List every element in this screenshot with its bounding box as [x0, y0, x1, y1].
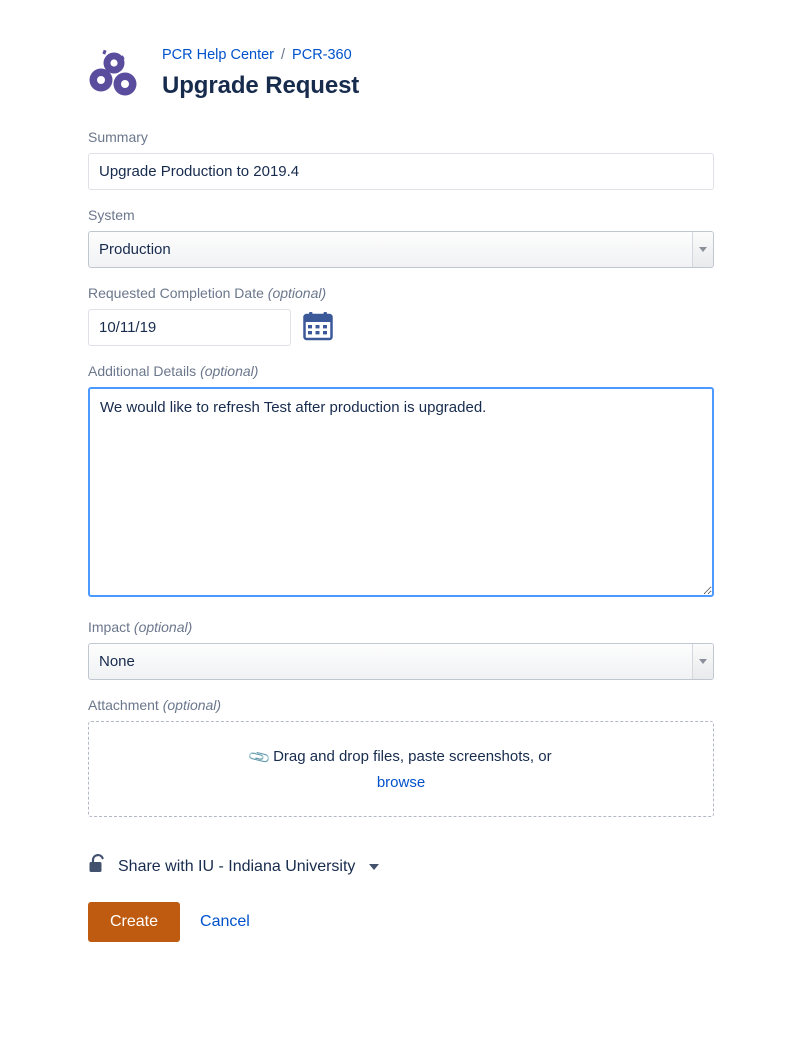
- field-requested-date: [88, 284, 715, 346]
- field-summary: [88, 128, 715, 190]
- create-button[interactable]: Create: [88, 902, 180, 942]
- paperclip-icon: 📎: [247, 744, 273, 770]
- field-additional-details: [88, 362, 715, 602]
- attachment-label-text: Attachment: [88, 697, 159, 713]
- system-select-value: Production: [88, 231, 714, 268]
- impact-select-value: None: [88, 643, 714, 680]
- share-row[interactable]: [88, 853, 715, 880]
- requested-date-label-text: Requested Completion Date: [88, 285, 264, 301]
- system-label: System: [88, 207, 135, 223]
- additional-details-label: [88, 362, 715, 380]
- breadcrumb-separator: /: [281, 47, 286, 63]
- requested-date-input[interactable]: [88, 309, 291, 346]
- summary-label: Summary: [88, 129, 148, 145]
- calendar-icon[interactable]: [303, 311, 333, 341]
- breadcrumb-issue-key[interactable]: PCR-360: [292, 47, 352, 63]
- additional-details-optional: (optional): [200, 363, 259, 379]
- requested-date-optional: (optional): [267, 285, 327, 301]
- impact-label-text: Impact: [88, 619, 131, 635]
- page-title: Upgrade Request: [162, 72, 360, 99]
- system-select[interactable]: [88, 231, 714, 268]
- additional-details-textarea[interactable]: [88, 387, 714, 597]
- field-system: [88, 206, 715, 268]
- additional-details-label-text: Additional Details: [88, 363, 197, 379]
- summary-input[interactable]: [88, 153, 714, 190]
- breadcrumb: [162, 46, 715, 64]
- chevron-down-icon[interactable]: [692, 232, 713, 267]
- attachment-dropzone[interactable]: [88, 721, 714, 817]
- impact-optional: (optional): [133, 619, 193, 635]
- form-header: [88, 34, 715, 112]
- impact-select[interactable]: [88, 643, 714, 680]
- impact-label: [88, 618, 715, 636]
- chevron-down-icon[interactable]: [369, 864, 379, 870]
- attachment-optional: (optional): [162, 697, 222, 713]
- field-attachment: [88, 696, 715, 817]
- form-actions: [88, 902, 715, 942]
- requested-date-label: [88, 284, 715, 302]
- browse-link[interactable]: browse: [376, 773, 426, 791]
- chevron-down-icon[interactable]: [692, 644, 713, 679]
- attachment-label: [88, 696, 715, 714]
- cancel-button[interactable]: Cancel: [196, 909, 254, 935]
- share-label: Share with IU - Indiana University: [118, 857, 356, 875]
- unlock-icon: [88, 853, 108, 880]
- dropzone-text: Drag and drop files, paste screenshots, or: [273, 748, 552, 765]
- field-impact: [88, 618, 715, 680]
- breadcrumb-service-desk[interactable]: PCR Help Center: [162, 47, 275, 63]
- gears-icon: [87, 46, 143, 102]
